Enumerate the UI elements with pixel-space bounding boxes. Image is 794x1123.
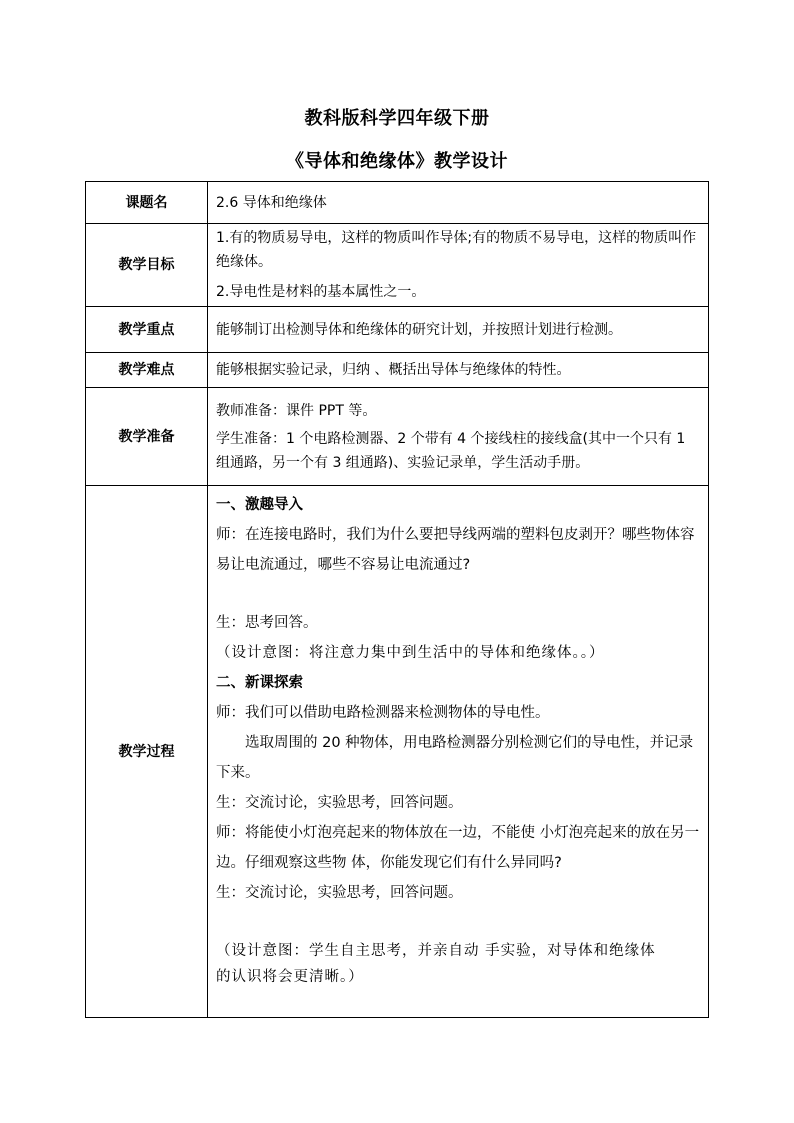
- table-row-key-point: [86, 307, 709, 353]
- section-heading: 一、激趣导入: [216, 497, 303, 513]
- goal-item: 1.有的物质易导电，这样的物质叫作导体;有的物质不易导电，这样的物质叫作绝缘体。: [216, 230, 697, 270]
- document-title: 教科版科学四年级下册: [304, 108, 490, 129]
- process-line: 选取周围的 20 种物体，用电路检测器分别检测它们的导电性，并记录下来。: [216, 735, 694, 781]
- teacher-prep: 教师准备：课件 PPT 等。: [216, 402, 377, 419]
- design-note: （设计意图：学生自主思考，并亲自动 手实验，对导体和绝缘体: [216, 943, 656, 959]
- topic-value: 2.6 导体和绝缘体: [208, 182, 709, 224]
- table-row-process: [86, 486, 709, 1018]
- table-row-difficulty: [86, 353, 709, 388]
- goal-item: 2.导电性是材料的基本属性之一。: [216, 284, 426, 300]
- process-content: [208, 486, 709, 1018]
- prep-content: [208, 388, 709, 486]
- table-row-goals: [86, 224, 709, 307]
- design-note: （设计意图：将注意力集中到生活中的导体和绝缘体。。）: [216, 645, 605, 661]
- goals-content: [208, 224, 709, 307]
- process-line: 生：交流讨论，实验思考，回答问题。: [216, 795, 463, 811]
- row-label-goals: 教学目标: [86, 224, 208, 307]
- process-line: 生：思考回答。: [216, 615, 318, 631]
- student-prep: 学生准备：1 个电路检测器、2 个带有 4 个接线柱的接线盒(其中一个只有 1 组通路，另一个有 3 组通路)、实验记录单，学生活动手册。: [216, 430, 686, 471]
- design-note: 的认识将会更清晰。）: [216, 969, 364, 985]
- row-label-topic: 课题名: [86, 182, 208, 224]
- difficulty-value: 能够根据实验记录，归纳 、概括出导体与绝缘体的特性。: [208, 353, 709, 388]
- row-label-process: 教学过程: [86, 486, 208, 1018]
- process-line: 师：我们可以借助电路检测器来检测物体的导电性。: [216, 705, 550, 721]
- row-label-key-point: 教学重点: [86, 307, 208, 353]
- process-line: 生：交流讨论，实验思考，回答问题。: [216, 885, 463, 901]
- row-label-prep: 教学准备: [86, 388, 208, 486]
- process-line: 师：在连接电路时，我们为什么要把导线两端的塑料包皮剥开？哪些物体容易让电流通过，哪些不容易让电流通过?: [216, 527, 695, 573]
- process-line: 师：将能使小灯泡亮起来的物体放在一边，不能使 小灯泡亮起来的放在另一边。仔细观察这些物 体，你能发现它们有什么异同吗?: [216, 825, 700, 871]
- row-label-difficulty: 教学难点: [86, 353, 208, 388]
- key-point-value: 能够制订出检测导体和绝缘体的研究计划，并按照计划进行检测。: [208, 307, 709, 353]
- document-subtitle: 《导体和绝缘体》教学设计: [286, 151, 508, 172]
- lesson-plan-table: [85, 181, 709, 1018]
- section-heading: 二、新课探索: [216, 675, 303, 691]
- table-row-prep: [86, 388, 709, 486]
- table-row-topic: [86, 182, 709, 224]
